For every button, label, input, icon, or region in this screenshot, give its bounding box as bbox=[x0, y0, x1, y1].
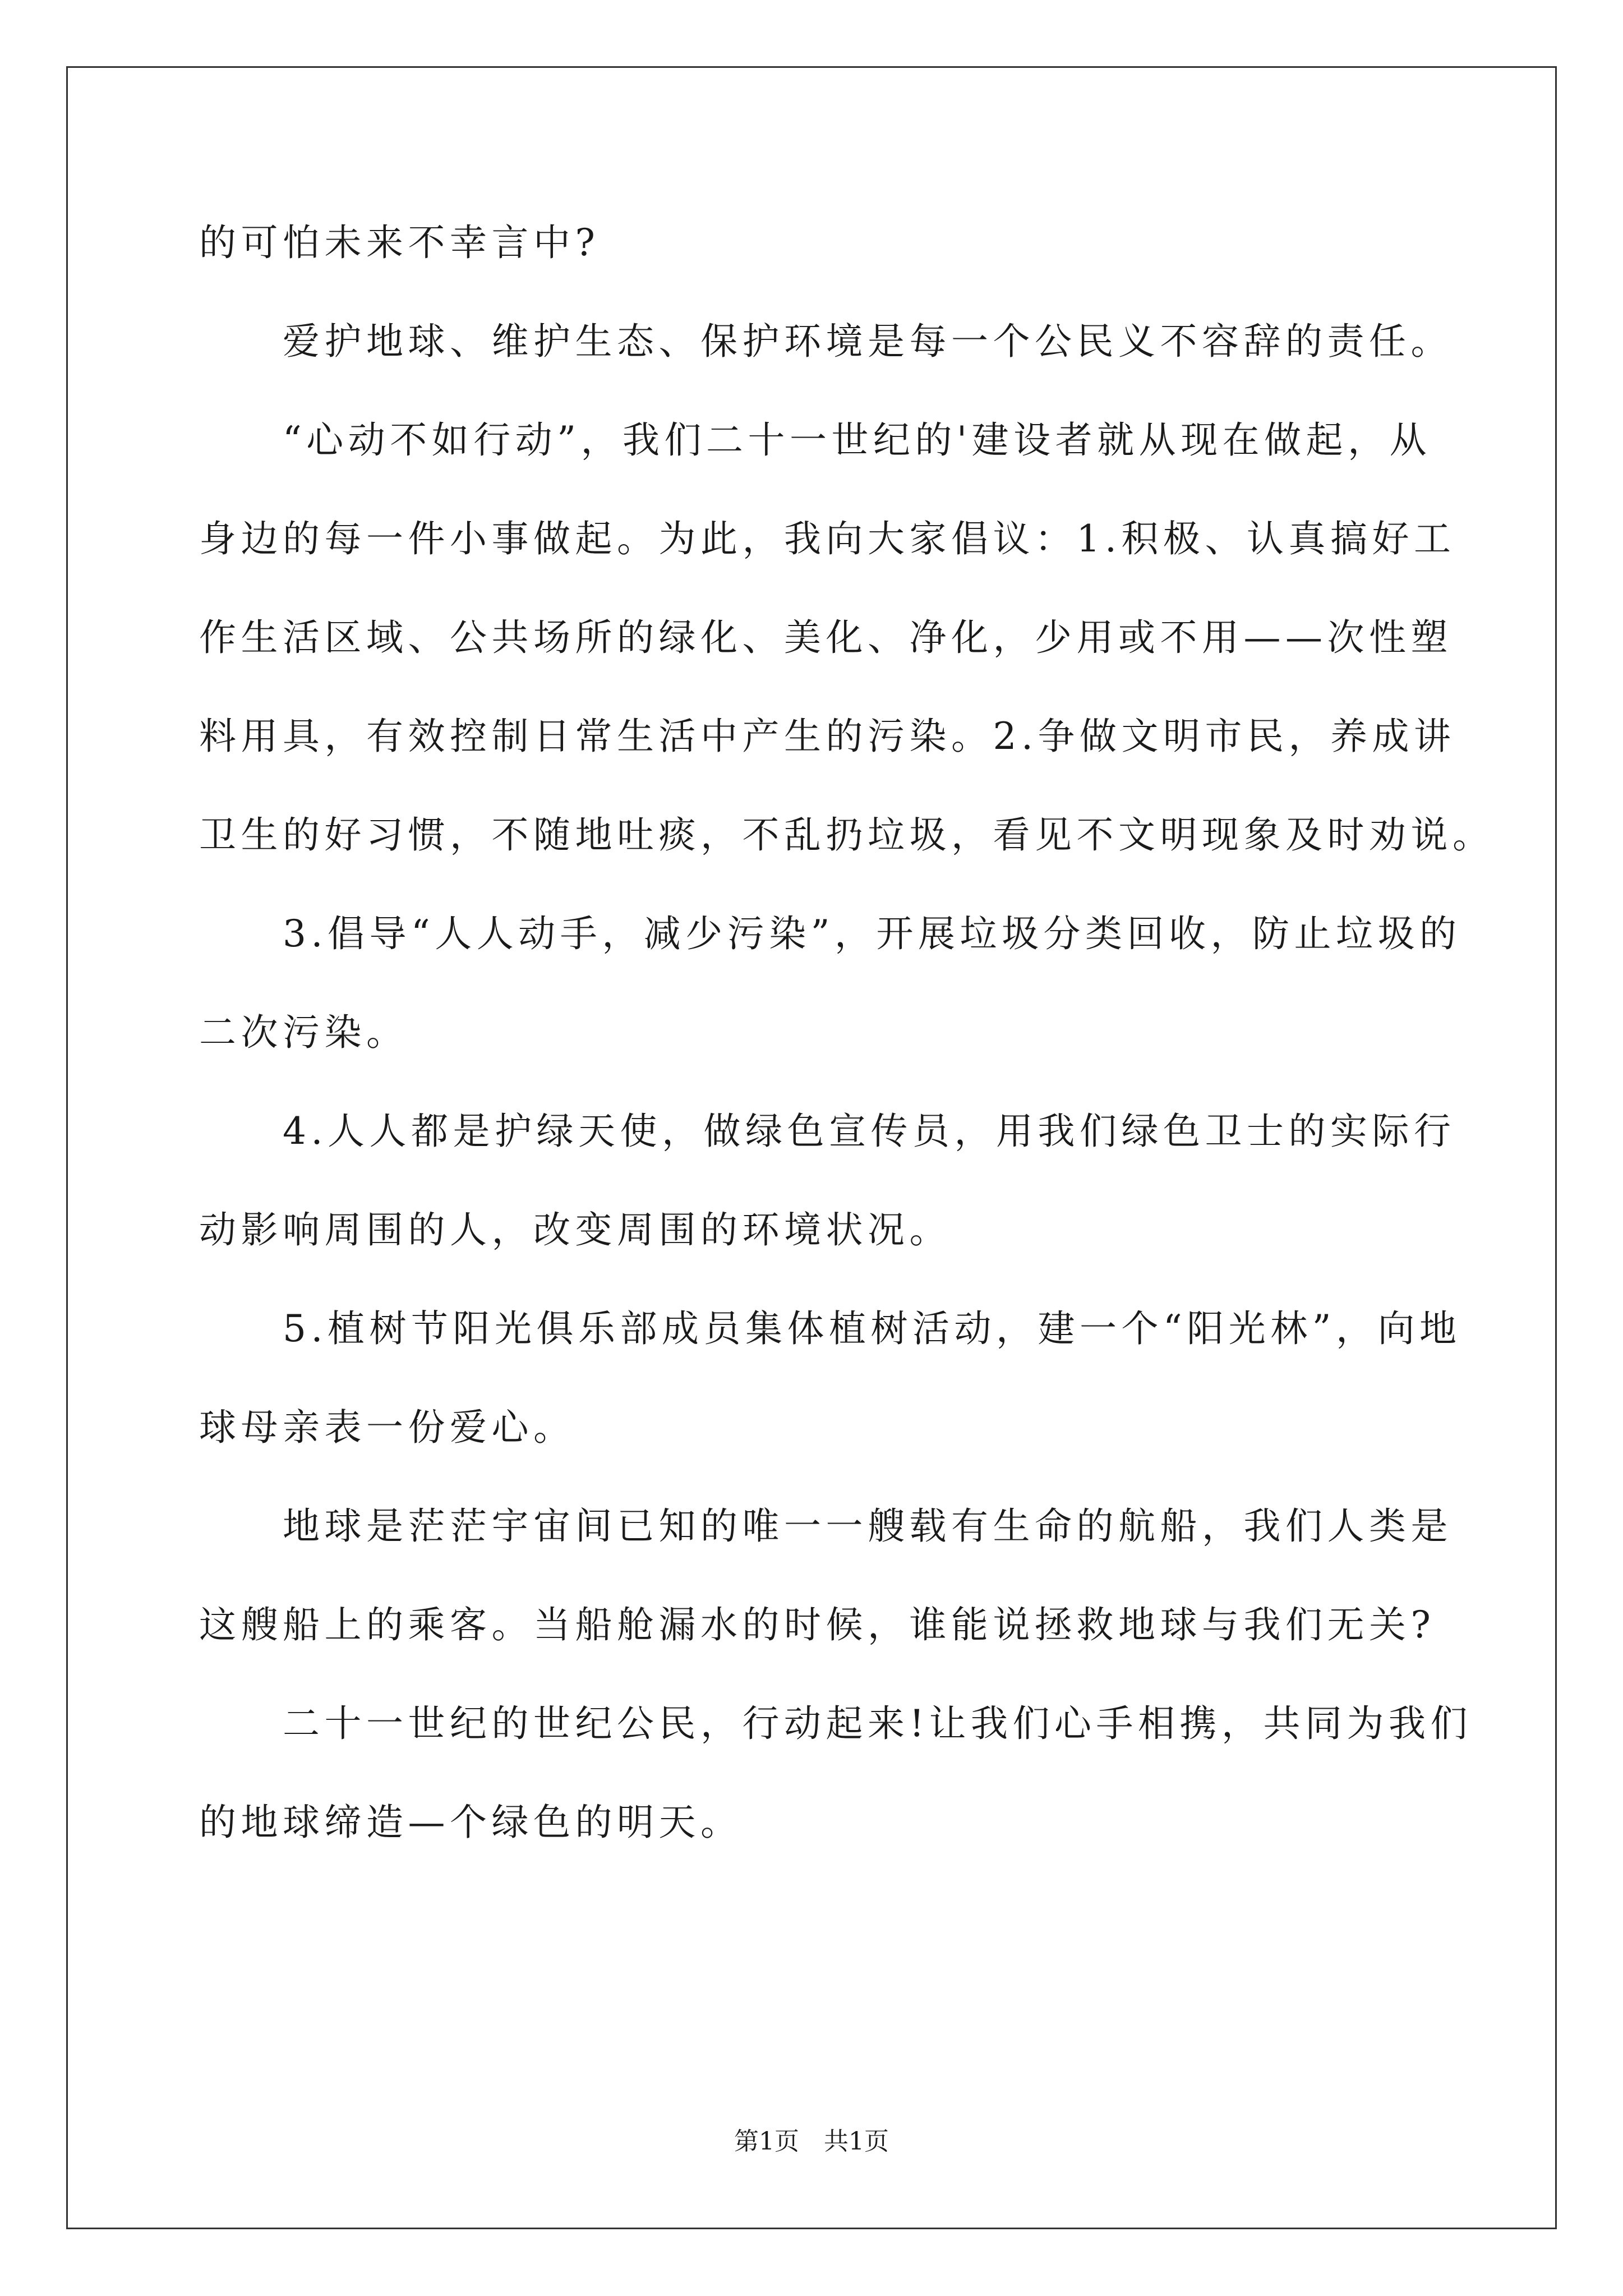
text-line: 的可怕未来不幸言中? bbox=[199, 221, 600, 264]
text-line: 地球是茫茫宇宙间已知的唯一一艘载有生命的航船，我们人类是 bbox=[199, 1504, 1453, 1548]
text-line: 5.植树节阳光俱乐部成员集体植树活动，建一个“阳光林”，向地 bbox=[199, 1307, 1461, 1350]
text-line: 3.倡导“人人动手，减少污染”，开展垃圾分类回收，防止垃圾的 bbox=[199, 912, 1461, 955]
text-line: 4.人人都是护绿天使，做绿色宣传员，用我们绿色卫士的实际行 bbox=[199, 1110, 1456, 1153]
text-line: 身边的每一件小事做起。为此，我向大家倡议：1.积极、认真搞好工 bbox=[199, 517, 1456, 560]
text-line: 爱护地球、维护生态、保护环境是每一个公民义不容辞的责任。 bbox=[199, 320, 1453, 363]
text-line: 料用具，有效控制日常生活中产生的污染。2.争做文明市民，养成讲 bbox=[199, 715, 1456, 758]
text-line: 作生活区域、公共场所的绿化、美化、净化，少用或不用——次性塑 bbox=[199, 616, 1453, 659]
text-line: 的地球缔造—个绿色的明天。 bbox=[199, 1801, 743, 1844]
text-line: 动影响周围的人，改变周围的环境状况。 bbox=[199, 1208, 951, 1251]
page-number-footer: 第1页 共1页 bbox=[734, 2127, 889, 2156]
text-line: 球母亲表一份爱心。 bbox=[199, 1406, 575, 1449]
text-line: “心动不如行动”，我们二十一世纪的'建设者就从现在做起，从 bbox=[199, 418, 1432, 462]
text-line: 二十一世纪的世纪公民，行动起来!让我们心手相携，共同为我们 bbox=[199, 1702, 1473, 1745]
text-line: 二次污染。 bbox=[199, 1011, 408, 1054]
text-line: 这艘船上的乘客。当船舱漏水的时候，谁能说拯救地球与我们无关? bbox=[199, 1603, 1436, 1646]
text-line: 卫生的好习惯，不随地吐痰，不乱扔垃圾，看见不文明现象及时劝说。 bbox=[199, 813, 1495, 857]
